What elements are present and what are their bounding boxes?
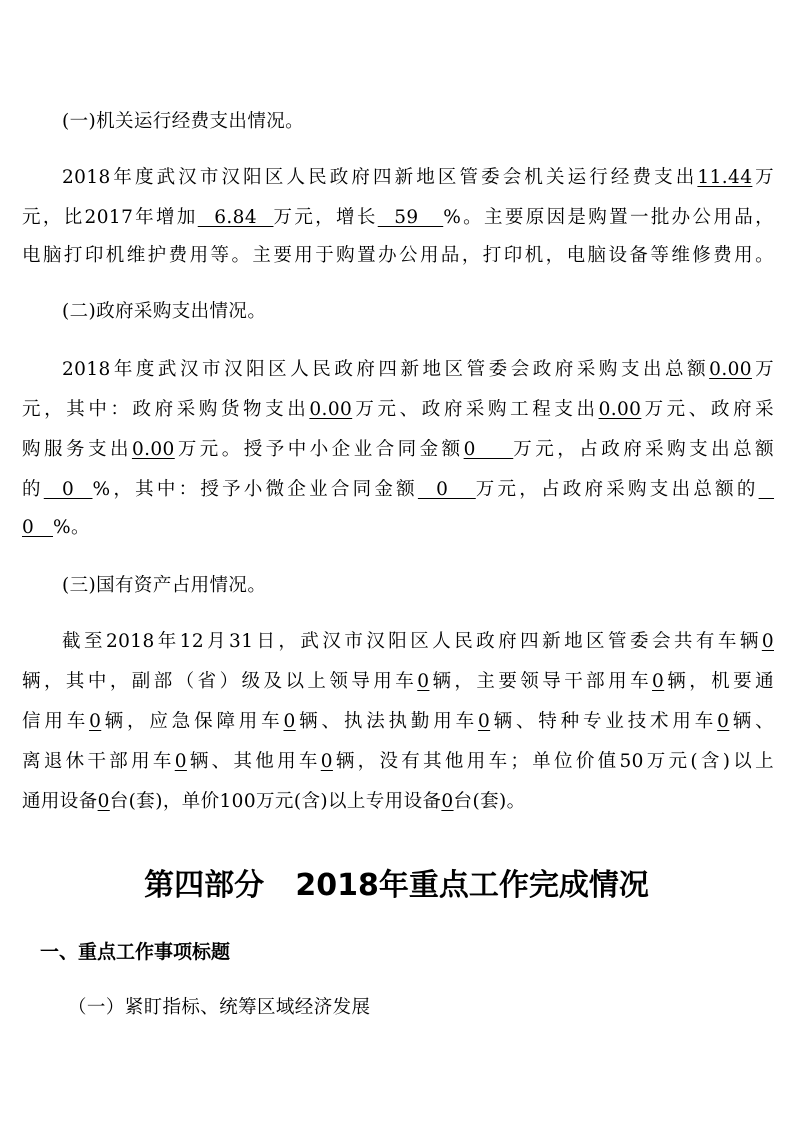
sme-contract-percent: 0 — [43, 479, 93, 500]
expense-increase-amount: 6.84 — [197, 207, 274, 228]
micro-contract-percent: 0 — [22, 517, 54, 538]
paragraph-line: 2018年度武汉市汉阳区人民政府四新地区管委会政府采购支出总额0.00万 — [62, 359, 775, 380]
section-heading-procurement: (二)政府采购支出情况。 — [62, 301, 267, 322]
paragraph-line: 通用设备0台(套)，单价100万元(含)以上专用设备0台(套)。 — [22, 791, 526, 812]
operating-expense-amount: 11.44 — [697, 167, 753, 188]
procurement-total: 0.00 — [709, 359, 752, 380]
paragraph-line: 2018年度武汉市汉阳区人民政府四新地区管委会机关运行经费支出11.44万 — [62, 167, 775, 188]
sub-heading: 一、重点工作事项标题 — [40, 941, 231, 963]
paragraph-line: 信用车0辆，应急保障用车0辆、执法执勤用车0辆、特种专业技术用车0辆、 — [22, 711, 775, 732]
paragraph-line: 的 0 %，其中：授予小微企业合同金额 0 万元，占政府采购支出总额的 — [22, 479, 759, 500]
paragraph-line: 元，其中：政府采购货物支出0.00万元、政府采购工程支出0.00万元、政府采 — [22, 399, 774, 420]
paragraph-line: 截至2018年12月31日，武汉市汉阳区人民政府四新地区管委会共有车辆0 — [62, 631, 774, 652]
micro-contract-amount: 0 — [417, 479, 476, 500]
paragraph-line: 购服务支出0.00万元。授予中小企业合同金额0 万元，占政府采购支出总额 — [22, 439, 774, 460]
section-heading-assets: (三)国有资产占用情况。 — [62, 575, 267, 596]
expense-growth-percent: 59 — [377, 207, 444, 228]
paragraph-line: 离退休干部用车0辆、其他用车0辆，没有其他用车；单位价值50万元(含)以上 — [22, 751, 774, 772]
part-title: 第四部分 2018年重点工作完成情况 — [144, 868, 649, 903]
sme-contract-amount: 0 — [463, 439, 514, 460]
vehicle-total: 0 — [761, 631, 774, 652]
paragraph-line: 电脑打印机维护费用等。主要用于购置办公用品，打印机，电脑设备等维修费用。 — [22, 245, 774, 266]
procurement-services: 0.00 — [131, 439, 175, 460]
list-item: （一）紧盯指标、统筹区域经济发展 — [68, 997, 371, 1018]
procurement-works: 0.00 — [598, 399, 642, 420]
procurement-goods: 0.00 — [309, 399, 353, 420]
paragraph-line: 辆，其中，副部（省）级及以上领导用车0辆，主要领导干部用车0辆，机要通 — [22, 671, 774, 692]
paragraph-line: 元，比2017年增加 6.84 万元，增长 59 %。主要原因是购置一批办公用品， — [22, 207, 774, 228]
paragraph-line: 0 %。 — [22, 517, 90, 538]
section-heading-operating-expenses: (一)机关运行经费支出情况。 — [62, 111, 305, 132]
